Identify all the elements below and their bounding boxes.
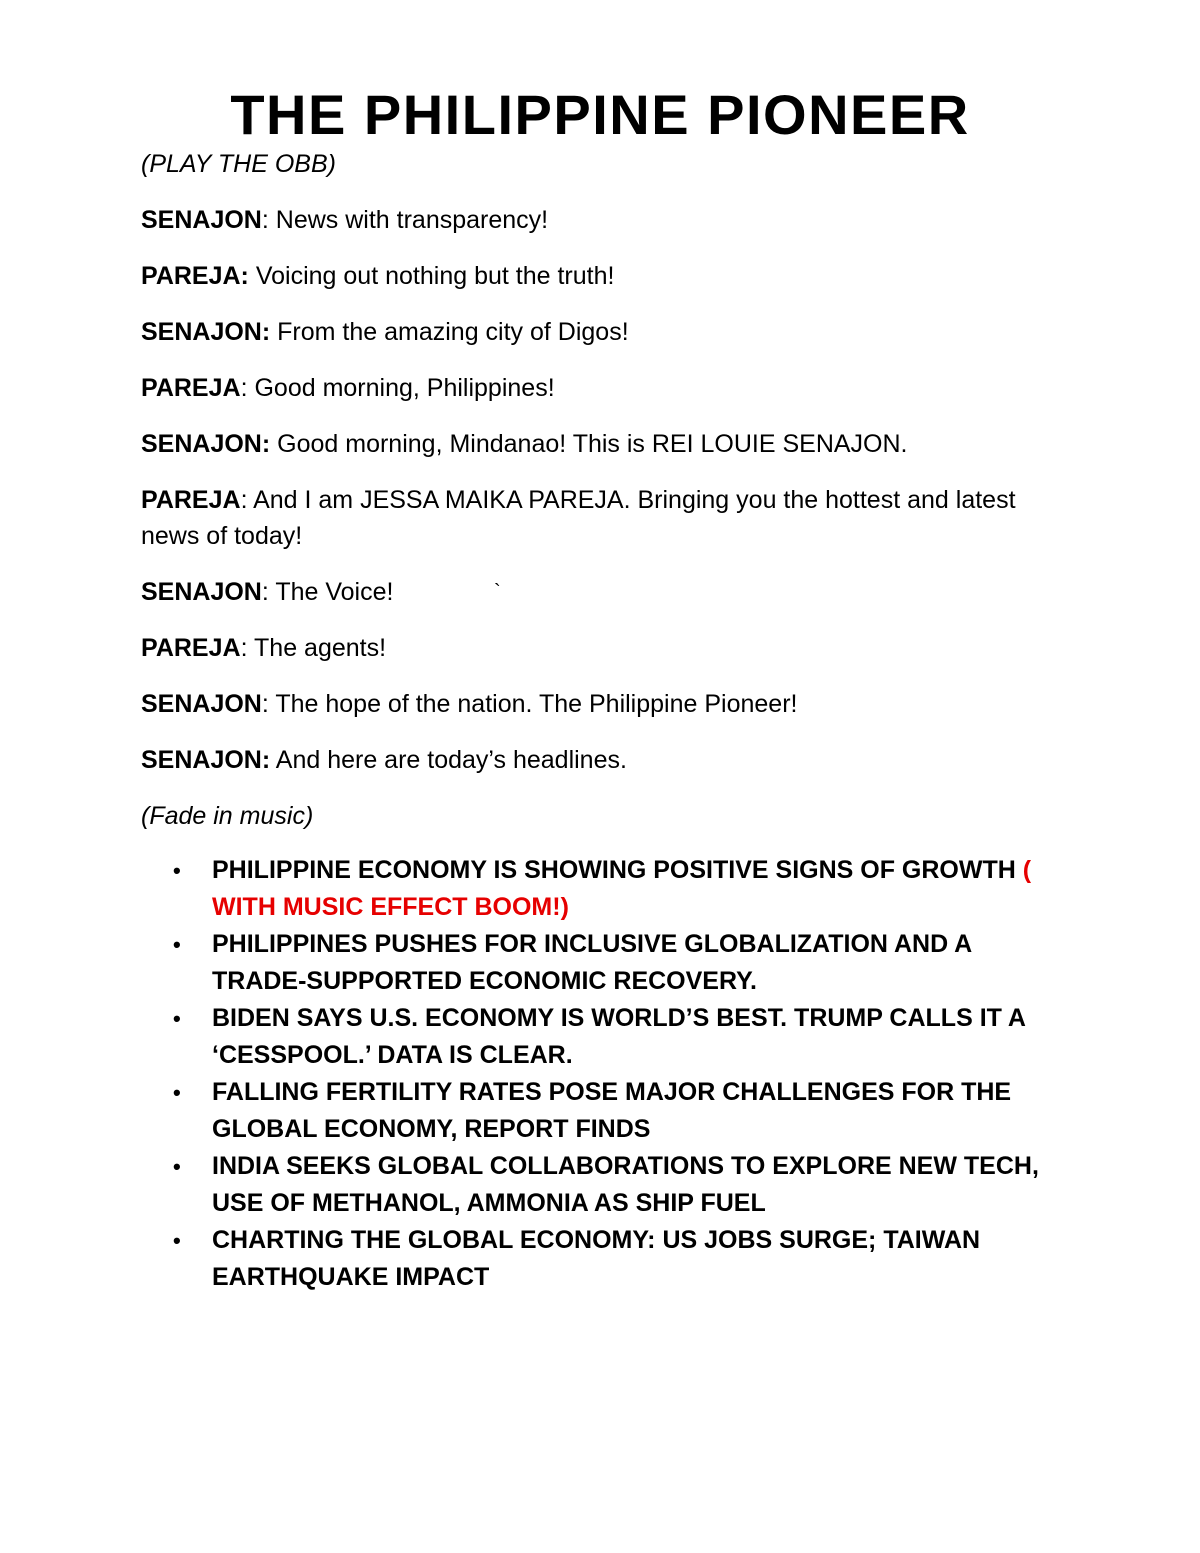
speaker-name: SENAJON:: [141, 746, 271, 774]
dialogue-line: [141, 314, 1071, 350]
headline-text: INDIA SEEKS GLOBAL COLLABORATIONS TO EXPLORE NEW TECH, USE OF METHANOL, AMMONIA AS SHIP FUEL: [212, 1152, 1039, 1217]
dialogue-line: [141, 630, 1071, 666]
headline-item: [141, 1148, 1071, 1222]
headline-item: [141, 926, 1071, 1000]
stage-direction-obb: (PLAY THE OBB): [141, 150, 336, 178]
headline-text: PHILIPPINES PUSHES FOR INCLUSIVE GLOBALIZATION AND A TRADE-SUPPORTED ECONOMIC RECOVERY.: [212, 930, 972, 995]
speaker-name: PAREJA:: [141, 262, 249, 290]
speaker-name: SENAJON: [141, 206, 262, 234]
line-separator: :: [240, 634, 255, 662]
line-text: And I am JESSA MAIKA PAREJA. Bringing you the hottest and latest news of today!: [141, 486, 1016, 550]
headline-list: [141, 852, 1071, 1296]
headline-item: [141, 852, 1071, 926]
line-text: The Voice!: [275, 578, 394, 606]
bullet-icon: •: [173, 1080, 181, 1105]
stray-backtick-mark: `: [494, 581, 501, 603]
bullet-icon: •: [173, 1154, 181, 1179]
line-text: Good morning, Philippines!: [254, 374, 555, 402]
speaker-name: PAREJA: [141, 486, 241, 514]
line-separator: :: [261, 206, 276, 234]
bullet-icon: •: [173, 858, 181, 883]
document-title: THE PHILIPPINE PIONEER: [230, 83, 970, 146]
dialogue-line: [141, 574, 1071, 610]
line-separator: :: [240, 486, 254, 514]
dialogue-line: [141, 426, 1071, 462]
dialogue-line: [141, 202, 1071, 238]
line-text: Good morning, Mindanao! This is REI LOUIE SENAJON.: [277, 430, 908, 458]
speaker-name: SENAJON: [141, 690, 262, 718]
headline-text: FALLING FERTILITY RATES POSE MAJOR CHALLENGES FOR THE GLOBAL ECONOMY, REPORT FINDS: [212, 1078, 1012, 1143]
headline-item: [141, 1074, 1071, 1148]
dialogue-line: [141, 686, 1071, 722]
bullet-icon: •: [173, 932, 181, 957]
dialogue-line: [141, 258, 1071, 294]
line-text: Voicing out nothing but the truth!: [255, 262, 615, 290]
speaker-name: SENAJON:: [141, 318, 271, 346]
line-text: News with transparency!: [275, 206, 549, 234]
stage-direction-music: (Fade in music): [141, 802, 314, 830]
line-text: And here are today’s headlines.: [275, 746, 627, 774]
line-separator: [249, 262, 256, 290]
bullet-icon: •: [173, 1006, 181, 1031]
headline-text: CHARTING THE GLOBAL ECONOMY: US JOBS SURGE; TAIWAN EARTHQUAKE IMPACT: [212, 1226, 981, 1291]
dialogue-line: [141, 482, 1071, 554]
speaker-name: PAREJA: [141, 634, 241, 662]
headline-item: [141, 1222, 1071, 1296]
line-separator: :: [261, 690, 276, 718]
line-separator: :: [240, 374, 255, 402]
line-separator: :: [261, 578, 276, 606]
line-text: From the amazing city of Digos!: [277, 318, 629, 346]
dialogue-line: [141, 370, 1071, 406]
headline-text: PHILIPPINE ECONOMY IS SHOWING POSITIVE SIGNS OF GROWTH: [212, 856, 1023, 884]
dialogue-line: [141, 742, 1071, 778]
speaker-name: SENAJON: [141, 578, 262, 606]
music-effect-note: ( WITH MUSIC EFFECT BOOM!): [212, 856, 1032, 921]
headline-item: [141, 1000, 1071, 1074]
speaker-name: PAREJA: [141, 374, 241, 402]
line-text: The hope of the nation. The Philippine Pioneer!: [275, 690, 798, 718]
speaker-name: SENAJON:: [141, 430, 271, 458]
headline-text: BIDEN SAYS U.S. ECONOMY IS WORLD’S BEST. TRUMP CALLS IT A ‘CESSPOOL.’ DATA IS CLEAR.: [212, 1004, 1026, 1069]
line-text: The agents!: [254, 634, 387, 662]
bullet-icon: •: [173, 1228, 181, 1253]
